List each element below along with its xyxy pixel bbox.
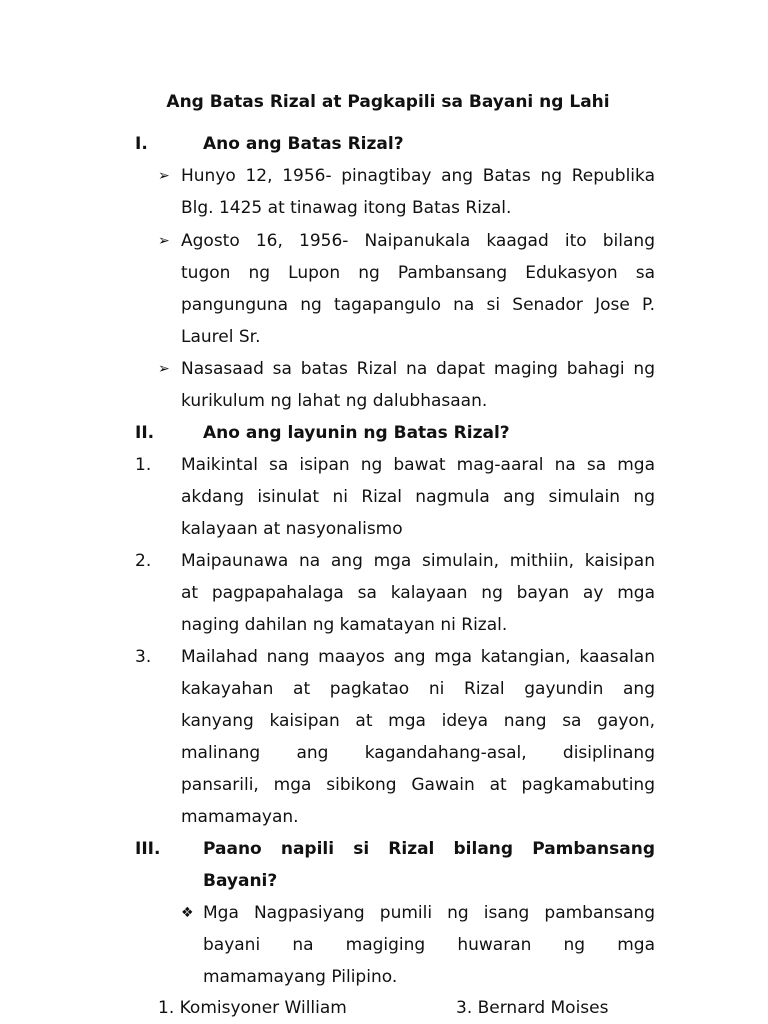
list-item-number: 1. xyxy=(135,455,152,475)
section-1-heading: Ano ang Batas Rizal? xyxy=(203,134,404,154)
list-item: Maipaunawa na ang mga simulain, mithiin, kaisipan at pagpapahalaga sa kalayaan ng bayan ay mga naging dahilan ng kamatayan ni Rizal. xyxy=(181,551,655,635)
section-1-bullet-1: Hunyo 12, 1956- pinagtibay ang Batas ng Republika Blg. 1425 at tinawag itong Batas Rizal. xyxy=(181,166,655,218)
list-item-number: 3. xyxy=(135,647,152,667)
list-item: Mailahad nang maayos ang mga katangian, kaasalan kakayahan at pagkatao ni Rizal gayundin ang kanyang kaisipan at mga ideya nang sa gayon, malinang ang kagandahang-asal, disiplinang pansarili, mga sibikong Gawain at pagkamabuting mamamayan. xyxy=(181,647,655,827)
arrow-bullet-icon: ➢ xyxy=(158,168,170,184)
section-3-bullet: Mga Nagpasiyang pumili ng isang pambansang bayani na magiging huwaran ng mga mamamayang Pilipino. xyxy=(203,903,655,987)
name-item-3: 3. Bernard Moises xyxy=(456,998,609,1018)
section-1-bullet-2: Agosto 16, 1956- Naipanukala kaagad ito bilang tugon ng Lupon ng Pambansang Edukasyon sa pangunguna ng tagapangulo na si Senador Jose P. Laurel Sr. xyxy=(181,231,655,347)
section-3-heading: Paano napili si Rizal bilang Pambansang Bayani? xyxy=(203,839,655,891)
section-1-bullet-3: Nasasaad sa batas Rizal na dapat maging bahagi ng kurikulum ng lahat ng dalubhasaan. xyxy=(181,359,655,411)
section-2-number: II. xyxy=(135,423,155,443)
arrow-bullet-icon: ➢ xyxy=(158,233,170,249)
section-2-heading: Ano ang layunin ng Batas Rizal? xyxy=(203,423,510,443)
arrow-bullet-icon: ➢ xyxy=(158,361,170,377)
document-title: Ang Batas Rizal at Pagkapili sa Bayani ng Lahi xyxy=(166,92,610,112)
section-3-number: III. xyxy=(135,839,161,859)
diamond-bullet-icon: ❖ xyxy=(181,905,194,921)
list-item: Maikintal sa isipan ng bawat mag-aaral na sa mga akdang isinulat ni Rizal nagmula ang simulain ng kalayaan at nasyonalismo xyxy=(181,455,655,539)
name-item-1: 1. Komisyoner William xyxy=(158,998,347,1018)
list-item-number: 2. xyxy=(135,551,152,571)
section-1-number: I. xyxy=(135,134,148,154)
